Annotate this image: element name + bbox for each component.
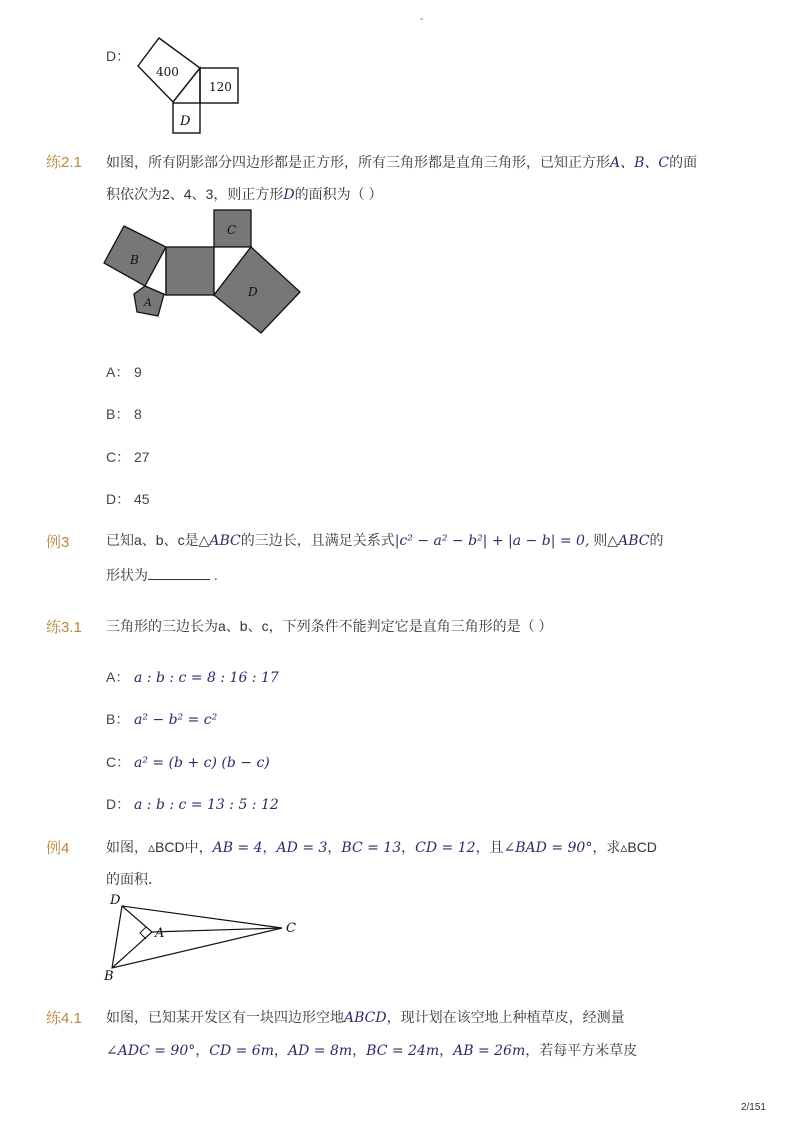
exercise-4-1-line2: ∠ADC = 90°，CD = 6m，AD = 8m，BC = 24m，AB = 26m，若每平方米草皮 — [106, 1042, 638, 1059]
exercise-2-1-figure — [102, 206, 306, 338]
exercise-2-1-option-a[interactable]: A： 9 — [106, 364, 142, 380]
example-3-line1: 已知a、b、c是△ABC的三边长，且满足关系式|c² − a² − b²| + |a − b| = 0, 则△ABC的 — [106, 532, 664, 549]
exercise-3-1-option-b[interactable]: B： a² − b² = c² — [106, 711, 218, 728]
answer-blank[interactable] — [148, 567, 210, 580]
fig4-label-c: C — [286, 921, 296, 936]
fig4-label-a: A — [155, 926, 165, 941]
exercise-2-1-option-d[interactable]: D： 45 — [106, 491, 150, 507]
exercise-3-1-option-d[interactable]: D： a : b : c = 13 : 5 : 12 — [106, 796, 279, 813]
square-400-label: 400 — [156, 65, 179, 79]
square-d-label: D — [180, 114, 191, 129]
exercise-3-1-tag: 练3.1 — [46, 619, 82, 636]
fig-label-a: A — [144, 296, 152, 309]
example-4-figure — [100, 890, 310, 982]
fig-label-c: C — [227, 223, 237, 237]
example-3-tag: 例3 — [46, 534, 70, 551]
top-mark: - — [420, 14, 424, 25]
example-4-line1: 如图，▵BCD中，AB = 4，AD = 3，BC = 13，CD = 12，且∠BAD = 90°，求▵BCD — [106, 839, 657, 856]
prev-option-d-figure — [128, 34, 248, 136]
fig-label-d: D — [248, 285, 258, 299]
exercise-3-1-question: 三角形的三边长为a、b、c，下列条件不能判定它是直角三角形的是（ ） — [106, 618, 553, 634]
fig-label-b: B — [130, 253, 139, 267]
example-4-line2: 的面积． — [106, 871, 162, 887]
exercise-3-1-option-c[interactable]: C： a² = (b + c) (b − c) — [106, 754, 270, 771]
exercise-2-1-line2: 积依次为2、4、3，则正方形D的面积为（ ） — [106, 186, 383, 203]
square-120-label: 120 — [209, 80, 232, 94]
exercise-4-1-line1: 如图，已知某开发区有一块四边形空地ABCD，现计划在该空地上种植草皮，经测量 — [106, 1009, 625, 1026]
page-number: 2/151 — [740, 1102, 766, 1113]
exercise-3-1-option-a[interactable]: A： a : b : c = 8 : 16 : 17 — [106, 669, 279, 686]
fig4-label-b: B — [104, 969, 114, 982]
example-3-line2: 形状为 . — [106, 567, 218, 583]
exercise-4-1-tag: 练4.1 — [46, 1010, 82, 1027]
exercise-2-1-line1: 如图，所有阴影部分四边形都是正方形，所有三角形都是直角三角形，已知正方形A、B、C的面 — [106, 154, 698, 171]
exercise-2-1-option-b[interactable]: B： 8 — [106, 406, 142, 422]
fig4-label-d: D — [110, 893, 121, 908]
example-4-tag: 例4 — [46, 840, 70, 857]
exercise-2-1-tag: 练2.1 — [46, 154, 82, 171]
exercise-2-1-option-c[interactable]: C： 27 — [106, 449, 150, 465]
prev-option-d-label: D： — [106, 48, 131, 64]
